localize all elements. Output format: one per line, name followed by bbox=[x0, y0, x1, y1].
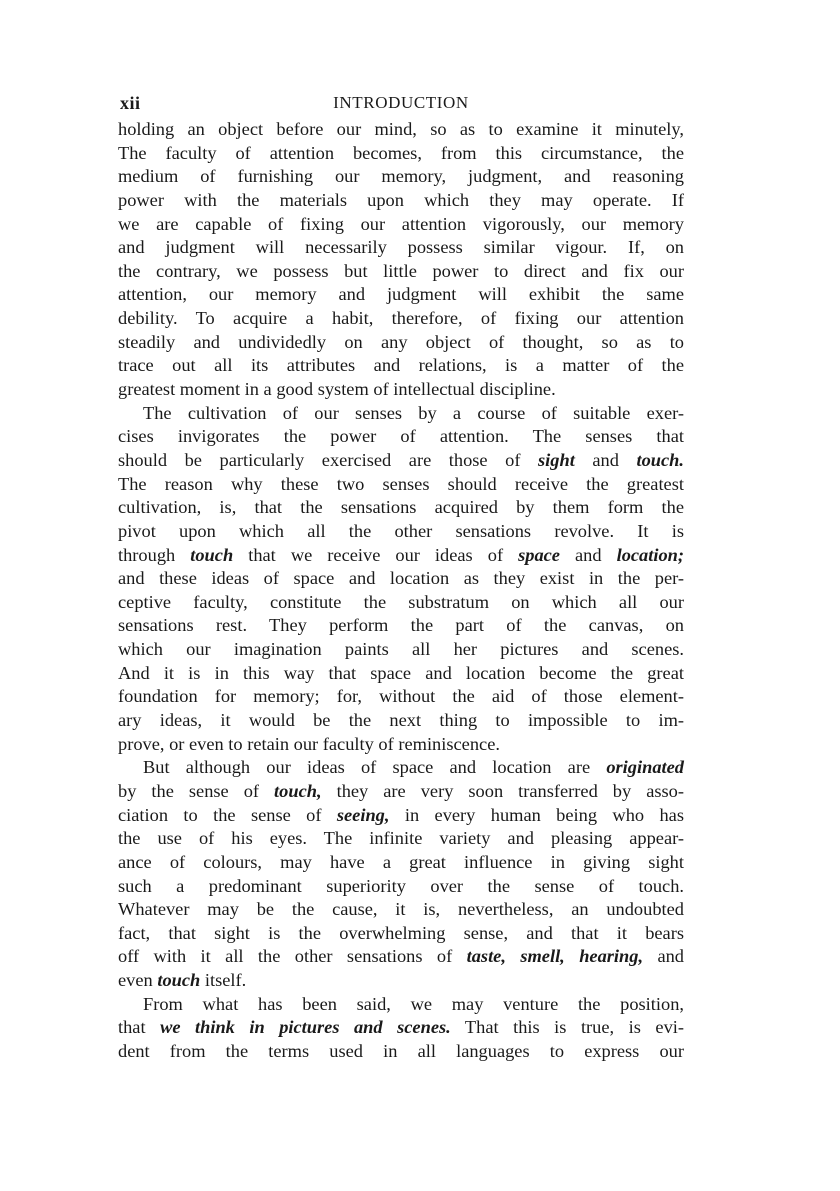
text-line: and judgment will necessarily possess similar vigour. If, on bbox=[118, 237, 684, 258]
text-line: greatest moment in a good system of intellectual discipline. bbox=[118, 379, 556, 400]
italic-text: seeing, bbox=[336, 804, 390, 825]
text-segment: and bbox=[643, 946, 684, 967]
text-line: medium of furnishing our memory, judgment, and reasoning bbox=[118, 166, 684, 187]
text-segment: That this is true, is evi- bbox=[450, 1017, 684, 1038]
text-segment: and bbox=[574, 449, 637, 470]
text-line bbox=[118, 1016, 684, 1040]
text-line: cultivation, is, that the sensations acquired by them form the bbox=[118, 497, 684, 518]
text-segment: ciation to the sense of bbox=[118, 804, 337, 825]
text-segment: But although our ideas of space and location are bbox=[143, 757, 607, 778]
text-segment: should be particularly exercised are those of bbox=[118, 449, 539, 470]
text-line: steadily and undividedly on any object of thought, so as to bbox=[118, 331, 684, 352]
text-line bbox=[118, 780, 684, 804]
text-line: And it is in this way that space and location become the great bbox=[118, 662, 684, 683]
body-text bbox=[118, 118, 684, 1064]
text-line: dent from the terms used in all languages to express our bbox=[118, 1040, 684, 1061]
text-line bbox=[118, 945, 684, 969]
running-head: INTRODUCTION bbox=[333, 93, 469, 112]
text-line: ceptive faculty, constitute the substratum on which all our bbox=[118, 591, 684, 612]
text-line: foundation for memory; for, without the aid of those element- bbox=[118, 686, 684, 707]
text-line: we are capable of fixing our attention vigorously, our memory bbox=[118, 213, 684, 234]
text-segment bbox=[506, 946, 520, 966]
text-segment: that we receive our ideas of bbox=[233, 544, 519, 565]
italic-text: taste, bbox=[466, 946, 506, 967]
text-segment: in every human being who has bbox=[389, 804, 684, 825]
text-segment: off with it all the other sensations of bbox=[118, 946, 467, 967]
italic-text: touch bbox=[157, 970, 201, 991]
text-line bbox=[118, 756, 684, 780]
text-line: and these ideas of space and location as they exist in the per- bbox=[118, 568, 684, 589]
text-line: ance of colours, may have a great influence in giving sight bbox=[118, 851, 684, 872]
text-segment: itself. bbox=[200, 970, 247, 991]
text-line: The cultivation of our senses by a course of suitable exer- bbox=[143, 402, 684, 423]
italic-text: originated bbox=[606, 757, 684, 778]
text-segment: that bbox=[118, 1017, 161, 1038]
text-line: holding an object before our mind, so as to examine it minutely, bbox=[118, 119, 684, 139]
page-header bbox=[118, 88, 684, 118]
text-line: fact, that sight is the overwhelming sense, and that it bears bbox=[118, 922, 684, 943]
text-line: The reason why these two senses should receive the greatest bbox=[118, 473, 684, 494]
text-segment: by the sense of bbox=[118, 780, 275, 801]
text-line: ary ideas, it would be the next thing to impossible to im- bbox=[118, 710, 684, 731]
text-segment: even bbox=[118, 970, 158, 991]
italic-text: touch, bbox=[274, 780, 322, 801]
text-line: the contrary, we possess but little power to direct and fix our bbox=[118, 260, 684, 281]
text-line: such a predominant superiority over the sense of touch. bbox=[118, 875, 684, 896]
text-line: Whatever may be the cause, it is, nevertheless, an undoubted bbox=[118, 899, 684, 920]
text-line: debility. To acquire a habit, therefore, of fixing our attention bbox=[118, 308, 684, 329]
text-segment: and bbox=[559, 544, 617, 565]
italic-text: touch. bbox=[636, 449, 685, 470]
book-page bbox=[118, 88, 684, 1064]
text-line: The faculty of attention becomes, from this circumstance, the bbox=[118, 142, 684, 163]
text-line: prove, or even to retain our faculty of reminiscence. bbox=[118, 733, 500, 754]
text-segment: they are very soon transferred by asso- bbox=[321, 780, 684, 801]
text-line: cises invigorates the power of attention. The senses that bbox=[118, 426, 684, 447]
text-line: power with the materials upon which they may operate. If bbox=[118, 189, 684, 210]
text-line bbox=[118, 544, 684, 568]
text-line bbox=[118, 449, 684, 473]
italic-text: location; bbox=[616, 544, 685, 565]
text-line: the use of his eyes. The infinite variety and pleasing appear- bbox=[118, 828, 684, 849]
italic-text: we think in pictures and scenes. bbox=[160, 1017, 451, 1038]
text-line: attention, our memory and judgment will exhibit the same bbox=[118, 284, 684, 305]
italic-text: sight bbox=[538, 449, 575, 470]
text-line bbox=[118, 969, 684, 993]
text-line: From what has been said, we may venture the position, bbox=[143, 993, 684, 1014]
text-line: which our imagination paints all her pictures and scenes. bbox=[118, 639, 684, 660]
page-number: xii bbox=[120, 93, 141, 113]
text-line bbox=[118, 804, 684, 828]
italic-text: space bbox=[518, 544, 560, 565]
text-line: sensations rest. They perform the part of the canvas, on bbox=[118, 615, 684, 636]
text-line: pivot upon which all the other sensations revolve. It is bbox=[118, 520, 684, 541]
italic-text: touch bbox=[190, 544, 234, 565]
text-segment bbox=[565, 946, 579, 966]
text-segment: through bbox=[118, 544, 191, 565]
italic-text: smell, bbox=[520, 946, 565, 967]
text-line: trace out all its attributes and relations, is a matter of the bbox=[118, 355, 684, 376]
italic-text: hearing, bbox=[579, 946, 644, 967]
